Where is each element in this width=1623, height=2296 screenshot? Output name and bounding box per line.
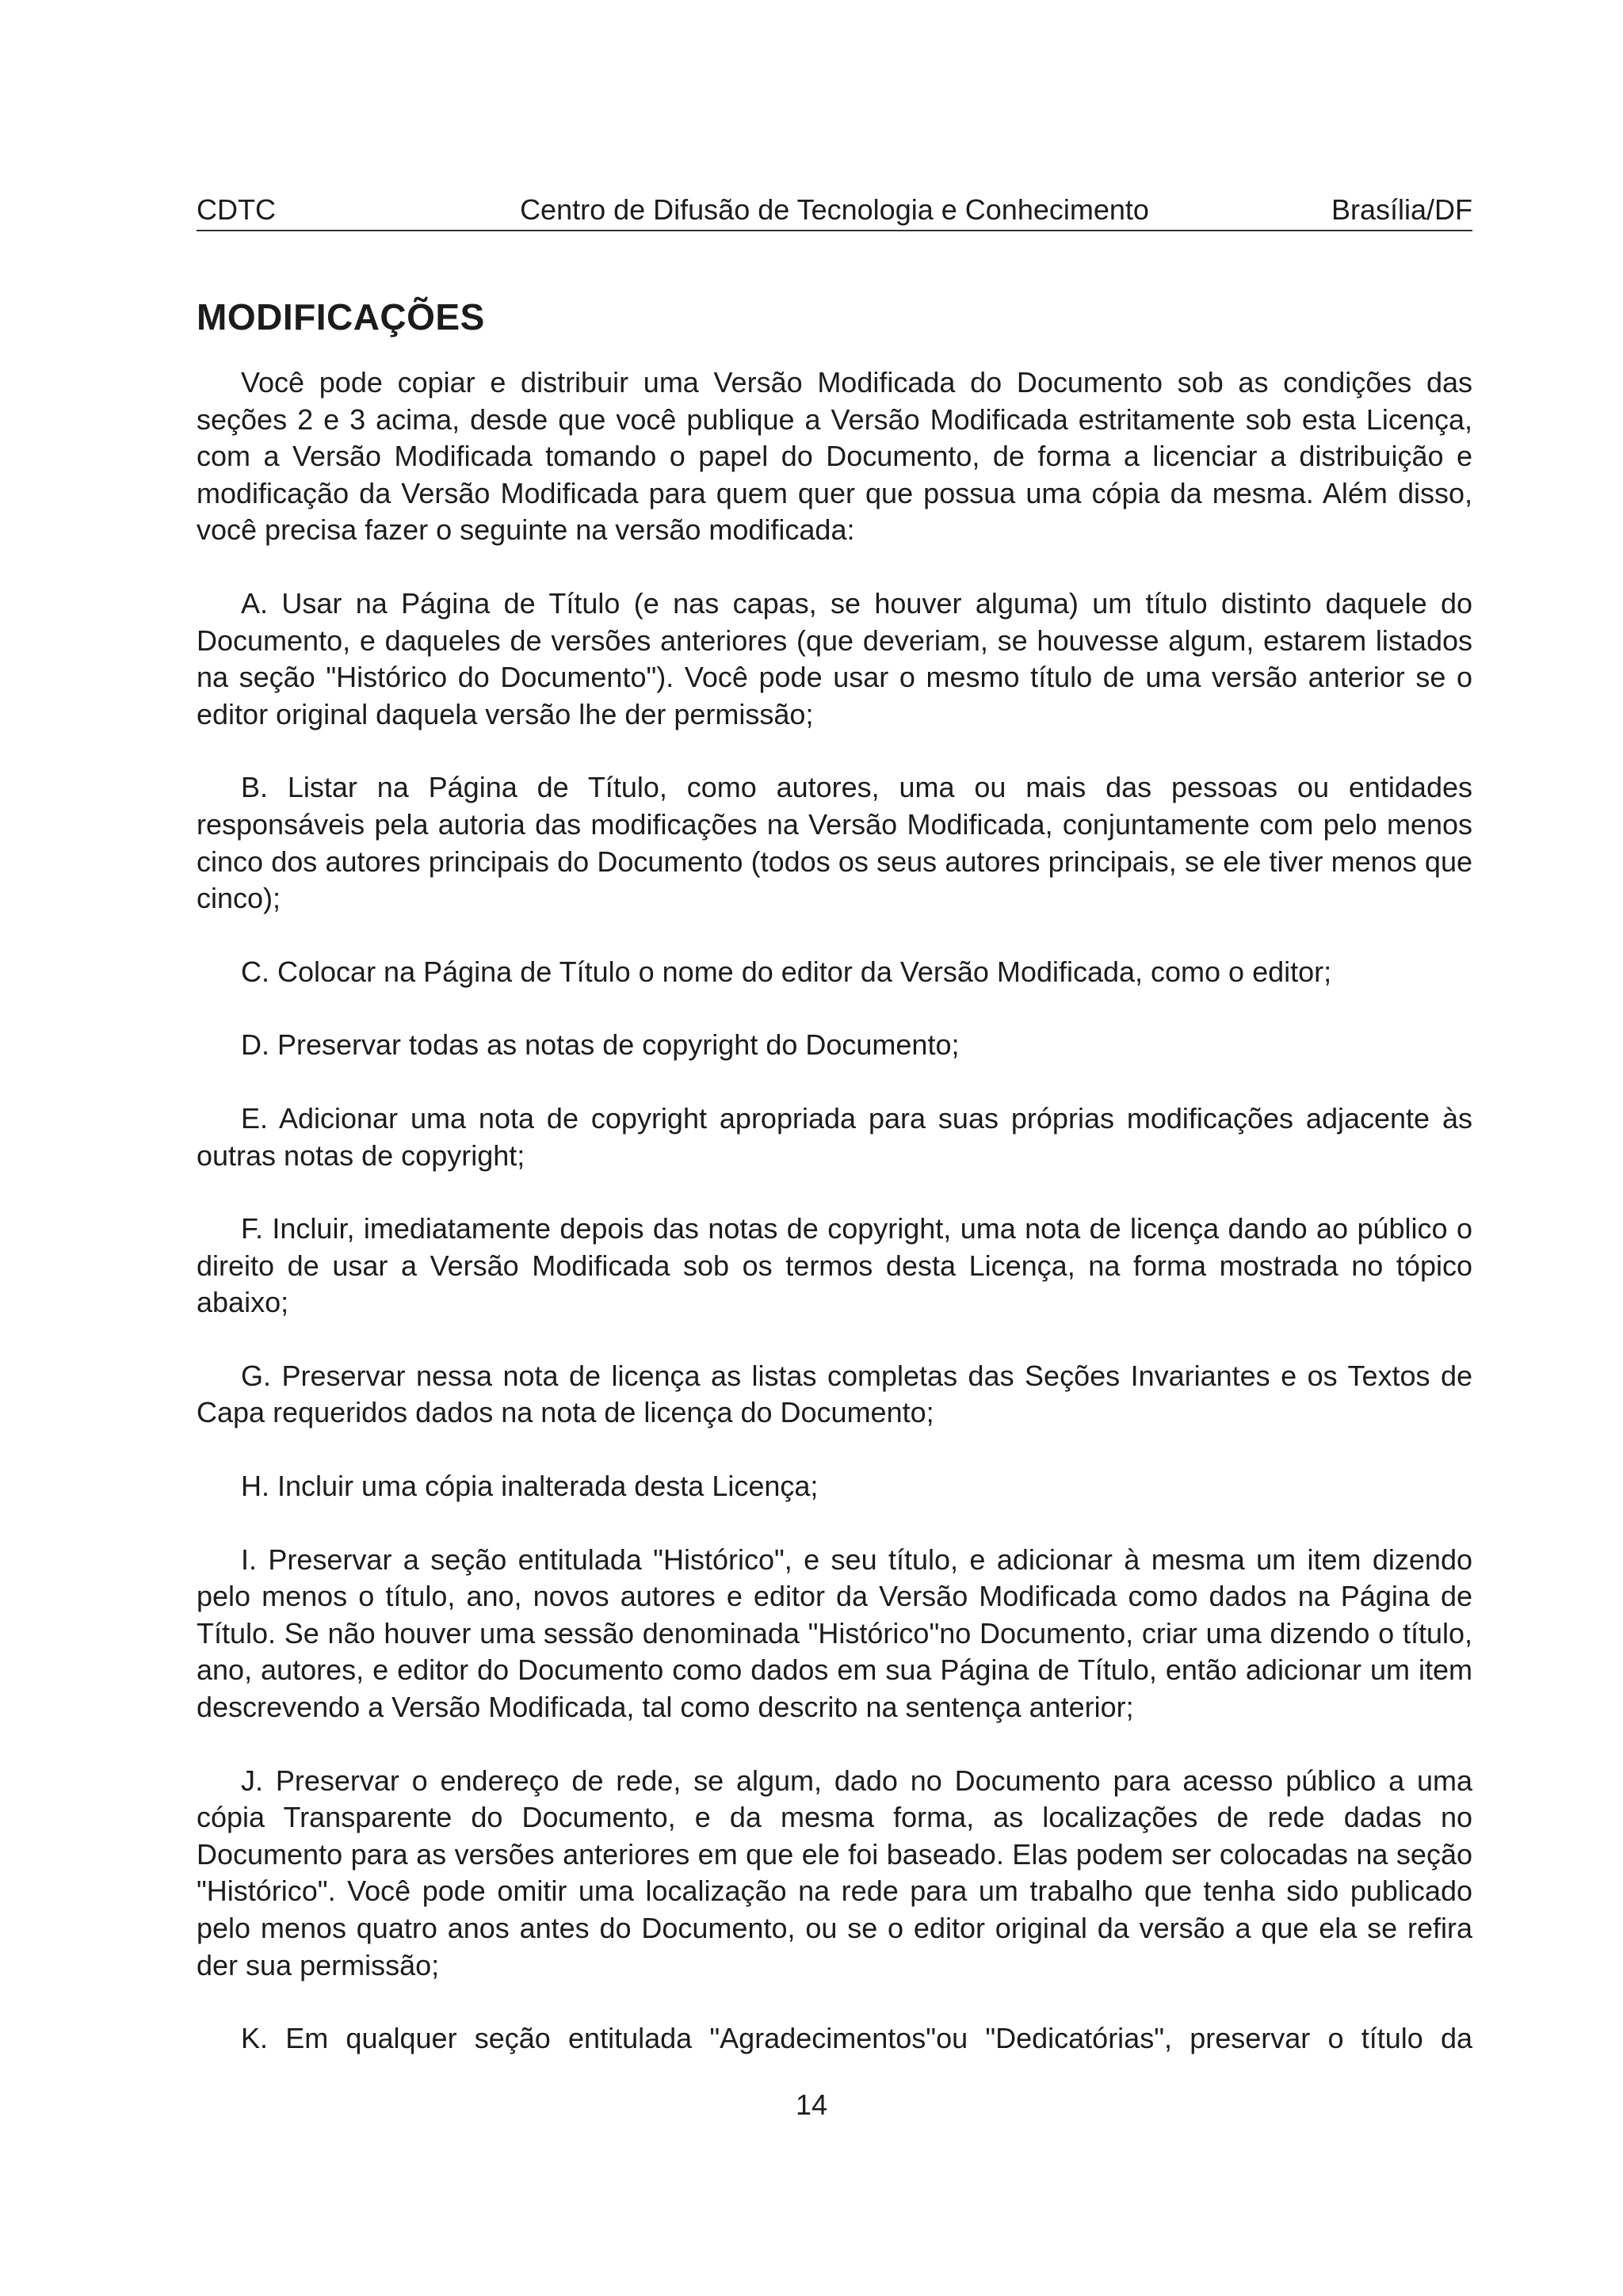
header-center: Centro de Difusão de Tecnologia e Conhecimento	[520, 193, 1149, 226]
paragraph-intro: Você pode copiar e distribuir uma Versão Modificada do Documento sob as condições das seções 2 e 3 acima, desde que você publique a Versão Modificada estritamente sob esta Licença, com a Versão Modificada tomando o papel do Documento, de forma a licenciar a distribuição e modificação da Versão Modificada para quem quer que possua uma cópia da mesma. Além disso, você precisa fazer o seguinte na versão modificada:	[197, 366, 1472, 547]
paragraph-item-f: F. Incluir, imediatamente depois das notas de copyright, uma nota de licença dando ao público o direito de usar a Versão Modificada sob os termos desta Licença, na forma mostrada no tópico abaixo;	[197, 1212, 1472, 1319]
paragraph-item-e: E. Adicionar uma nota de copyright apropriada para suas próprias modificações adjacente às outras notas de copyright;	[197, 1101, 1472, 1172]
paragraph-item-j: J. Preservar o endereço de rede, se algum, dado no Documento para acesso público a uma cópia Transparente do Documento, e da mesma forma, as localizações de rede dadas no Documento para as versões anteriores em que ele foi baseado. Elas podem ser colocadas na seção "Histórico". Você pode omitir uma localização na rede para um trabalho que tenha sido publicado pelo menos quatro anos antes do Documento, ou se o editor original da versão a que ela se refira der sua permissão;	[197, 1764, 1472, 1981]
paragraph-item-c: C. Colocar na Página de Título o nome do editor da Versão Modificada, como o editor;	[241, 955, 1332, 988]
header-left: CDTC	[197, 193, 276, 226]
section-body	[197, 364, 1472, 2058]
running-header	[197, 190, 1472, 231]
page-number: 14	[795, 2088, 828, 2121]
paragraph-item-d: D. Preservar todas as notas de copyright do Documento;	[241, 1028, 960, 1062]
paragraph-item-h: H. Incluir uma cópia inalterada desta Licença;	[241, 1470, 819, 1503]
paragraph-item-g: G. Preservar nessa nota de licença as listas completas das Seções Invariantes e os Textos de Capa requeridos dados na nota de licença do Documento;	[197, 1359, 1472, 1429]
section-title: MODIFICAÇÕES	[197, 296, 485, 338]
paragraph-item-b: B. Listar na Página de Título, como autores, uma ou mais das pessoas ou entidades responsáveis pela autoria das modificações na Versão Modificada, conjuntamente com pelo menos cinco dos autores principais do Documento (todos os seus autores principais, se ele tiver menos que cinco);	[197, 771, 1472, 915]
header-right: Brasília/DF	[1331, 193, 1472, 226]
paragraph-item-i: I. Preservar a seção entitulada "Histórico", e seu título, e adicionar à mesma um item dizendo pelo menos o título, ano, novos autores e editor da Versão Modificada como dados na Página de Título. Se não houver uma sessão denominada "Histórico"no Documento, criar uma dizendo o título, ano, autores, e editor do Documento como dados em sua Página de Título, então adicionar um item descrevendo a Versão Modificada, tal como descrito na sentença anterior;	[197, 1543, 1472, 1724]
paragraph-item-a: A. Usar na Página de Título (e nas capas, se houver alguma) um título distinto daquele do Documento, e daqueles de versões anteriores (que deveriam, se houvesse algum, estarem listados na seção "Histórico do Documento"). Você pode usar o mesmo título de uma versão anterior se o editor original daquela versão lhe der permissão;	[197, 586, 1472, 730]
document-page	[197, 190, 1472, 2094]
paragraph-item-k: K. Em qualquer seção entitulada "Agradecimentos"ou "Dedicatórias", preservar o título da	[241, 2022, 1472, 2055]
